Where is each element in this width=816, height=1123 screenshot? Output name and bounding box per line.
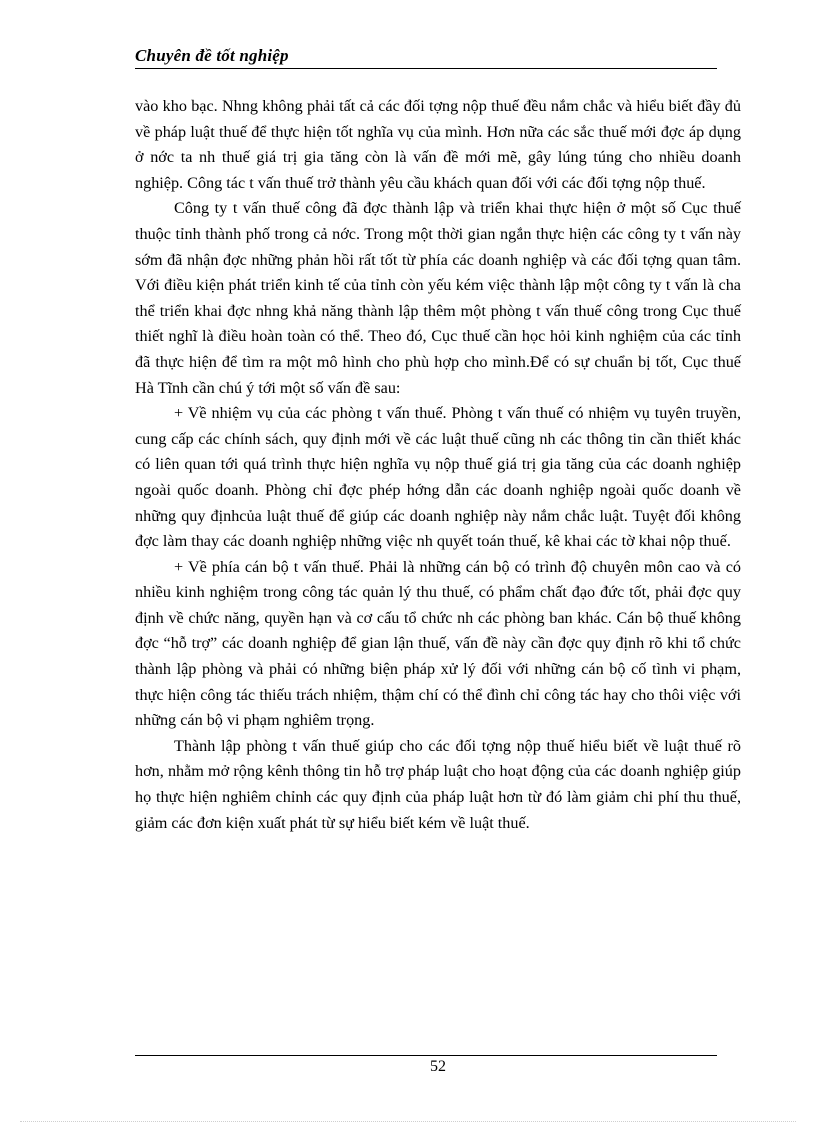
paragraph-3: + Về nhiệm vụ của các phòng t vấn thuế. Phòng t vấn thuế có nhiệm vụ tuyên truyền, cung cấp các chính sách, quy định mới về các luật thuế cũng nh các thông tin cần thiết khác có liên quan tới quá trình thực hiện nghĩa vụ nộp thuế giá trị gia tăng của các doanh nghiệp ngoài quốc doanh. Phòng chỉ đợc phép hớng dẫn các doanh nghiệp ngoài quốc doanh về những quy địnhcủa luật thuế để giúp các doanh nghiệp này nắm chắc luật. Tuyệt đối không đợc làm thay các doanh nghiệp những việc nh quyết toán thuế, kê khai các tờ khai nộp thuế. [135, 404, 741, 551]
paragraph-5: Thành lập phòng t vấn thuế giúp cho các đối tợng nộp thuế hiểu biết về luật thuế rõ hơn, nhằm mở rộng kênh thông tin hỗ trợ pháp luật cho hoạt động của các doanh nghiệp giúp họ thực hiện nghiêm chỉnh các quy định của pháp luật hơn từ đó làm giảm chi phí thu thuế, giảm các đơn kiện xuất phát từ sự hiểu biết kém về luật thuế. [135, 736, 741, 832]
header-title: Chuyên đề tốt nghiệp [135, 46, 289, 65]
paragraph-1: vào kho bạc. Nhng không phải tất cả các đối tợng nộp thuế đều nắm chắc và hiểu biết đầy đủ về pháp luật thuế để thực hiện tốt nghĩa vụ của mình. Hơn nữa các sắc thuế mới đợc áp dụng ở nớc ta nh thuế giá trị gia tăng còn là vấn đề mới mẽ, gây lúng túng cho nhiều doanh nghiệp. Công tác t vấn thuế trở thành yêu cầu khách quan đối với các đối tợng nộp thuế. [135, 97, 741, 192]
page-header [135, 46, 717, 69]
paragraph-4: + Về phía cán bộ t vấn thuế. Phải là những cán bộ có trình độ chuyên môn cao và có nhiều kinh nghiệm trong công tác quản lý thu thuế, có phẩm chất đạo đức tốt, phải đợc quy định về chức năng, quyền hạn và cơ cấu tổ chức nh các phòng ban khác. Cán bộ thuế không đợc “hỗ trợ” các doanh nghiệp để gian lận thuế, vấn đề này cần đợc quy định rõ khi tổ chức thành lập phòng và phải có những biện pháp xử lý đối với những cán bộ cố tình vi phạm, thực hiện công tác thiếu trách nhiệm, thậm chí có thể đình chỉ công tác hay cho thôi việc với những cán bộ vi phạm nghiêm trọng. [135, 557, 741, 730]
body-text [135, 94, 741, 836]
footer-divider [135, 1055, 717, 1056]
page-bottom-edge [20, 1121, 796, 1122]
paragraph-2: Công ty t vấn thuế công đã đợc thành lập và triển khai thực hiện ở một số Cục thuế thuộc tỉnh thành phố trong cả nớc. Trong một thời gian ngắn thực hiện các công ty t vấn này sớm đã nhận đợc những phản hồi rất tốt từ phía các doanh nghiệp và các đối tợng quan tâm. Với điều kiện phát triển kinh tế của tỉnh còn yếu kém việc thành lập một công ty t vấn là cha thể triển khai đợc nhng khả năng thành lập thêm một phòng t vấn thuế công trong Cục thuế thiết nghĩ là điều hoàn toàn có thể. Theo đó, Cục thuế cần học hỏi kinh nghiệm của các tỉnh đã thực hiện để tìm ra một mô hình cho phù hợp cho mình.Để có sự chuẩn bị tốt, Cục thuế Hà Tĩnh cần chú ý tới một số vấn đề sau: [135, 199, 741, 397]
page-number: 52 [430, 1058, 446, 1075]
